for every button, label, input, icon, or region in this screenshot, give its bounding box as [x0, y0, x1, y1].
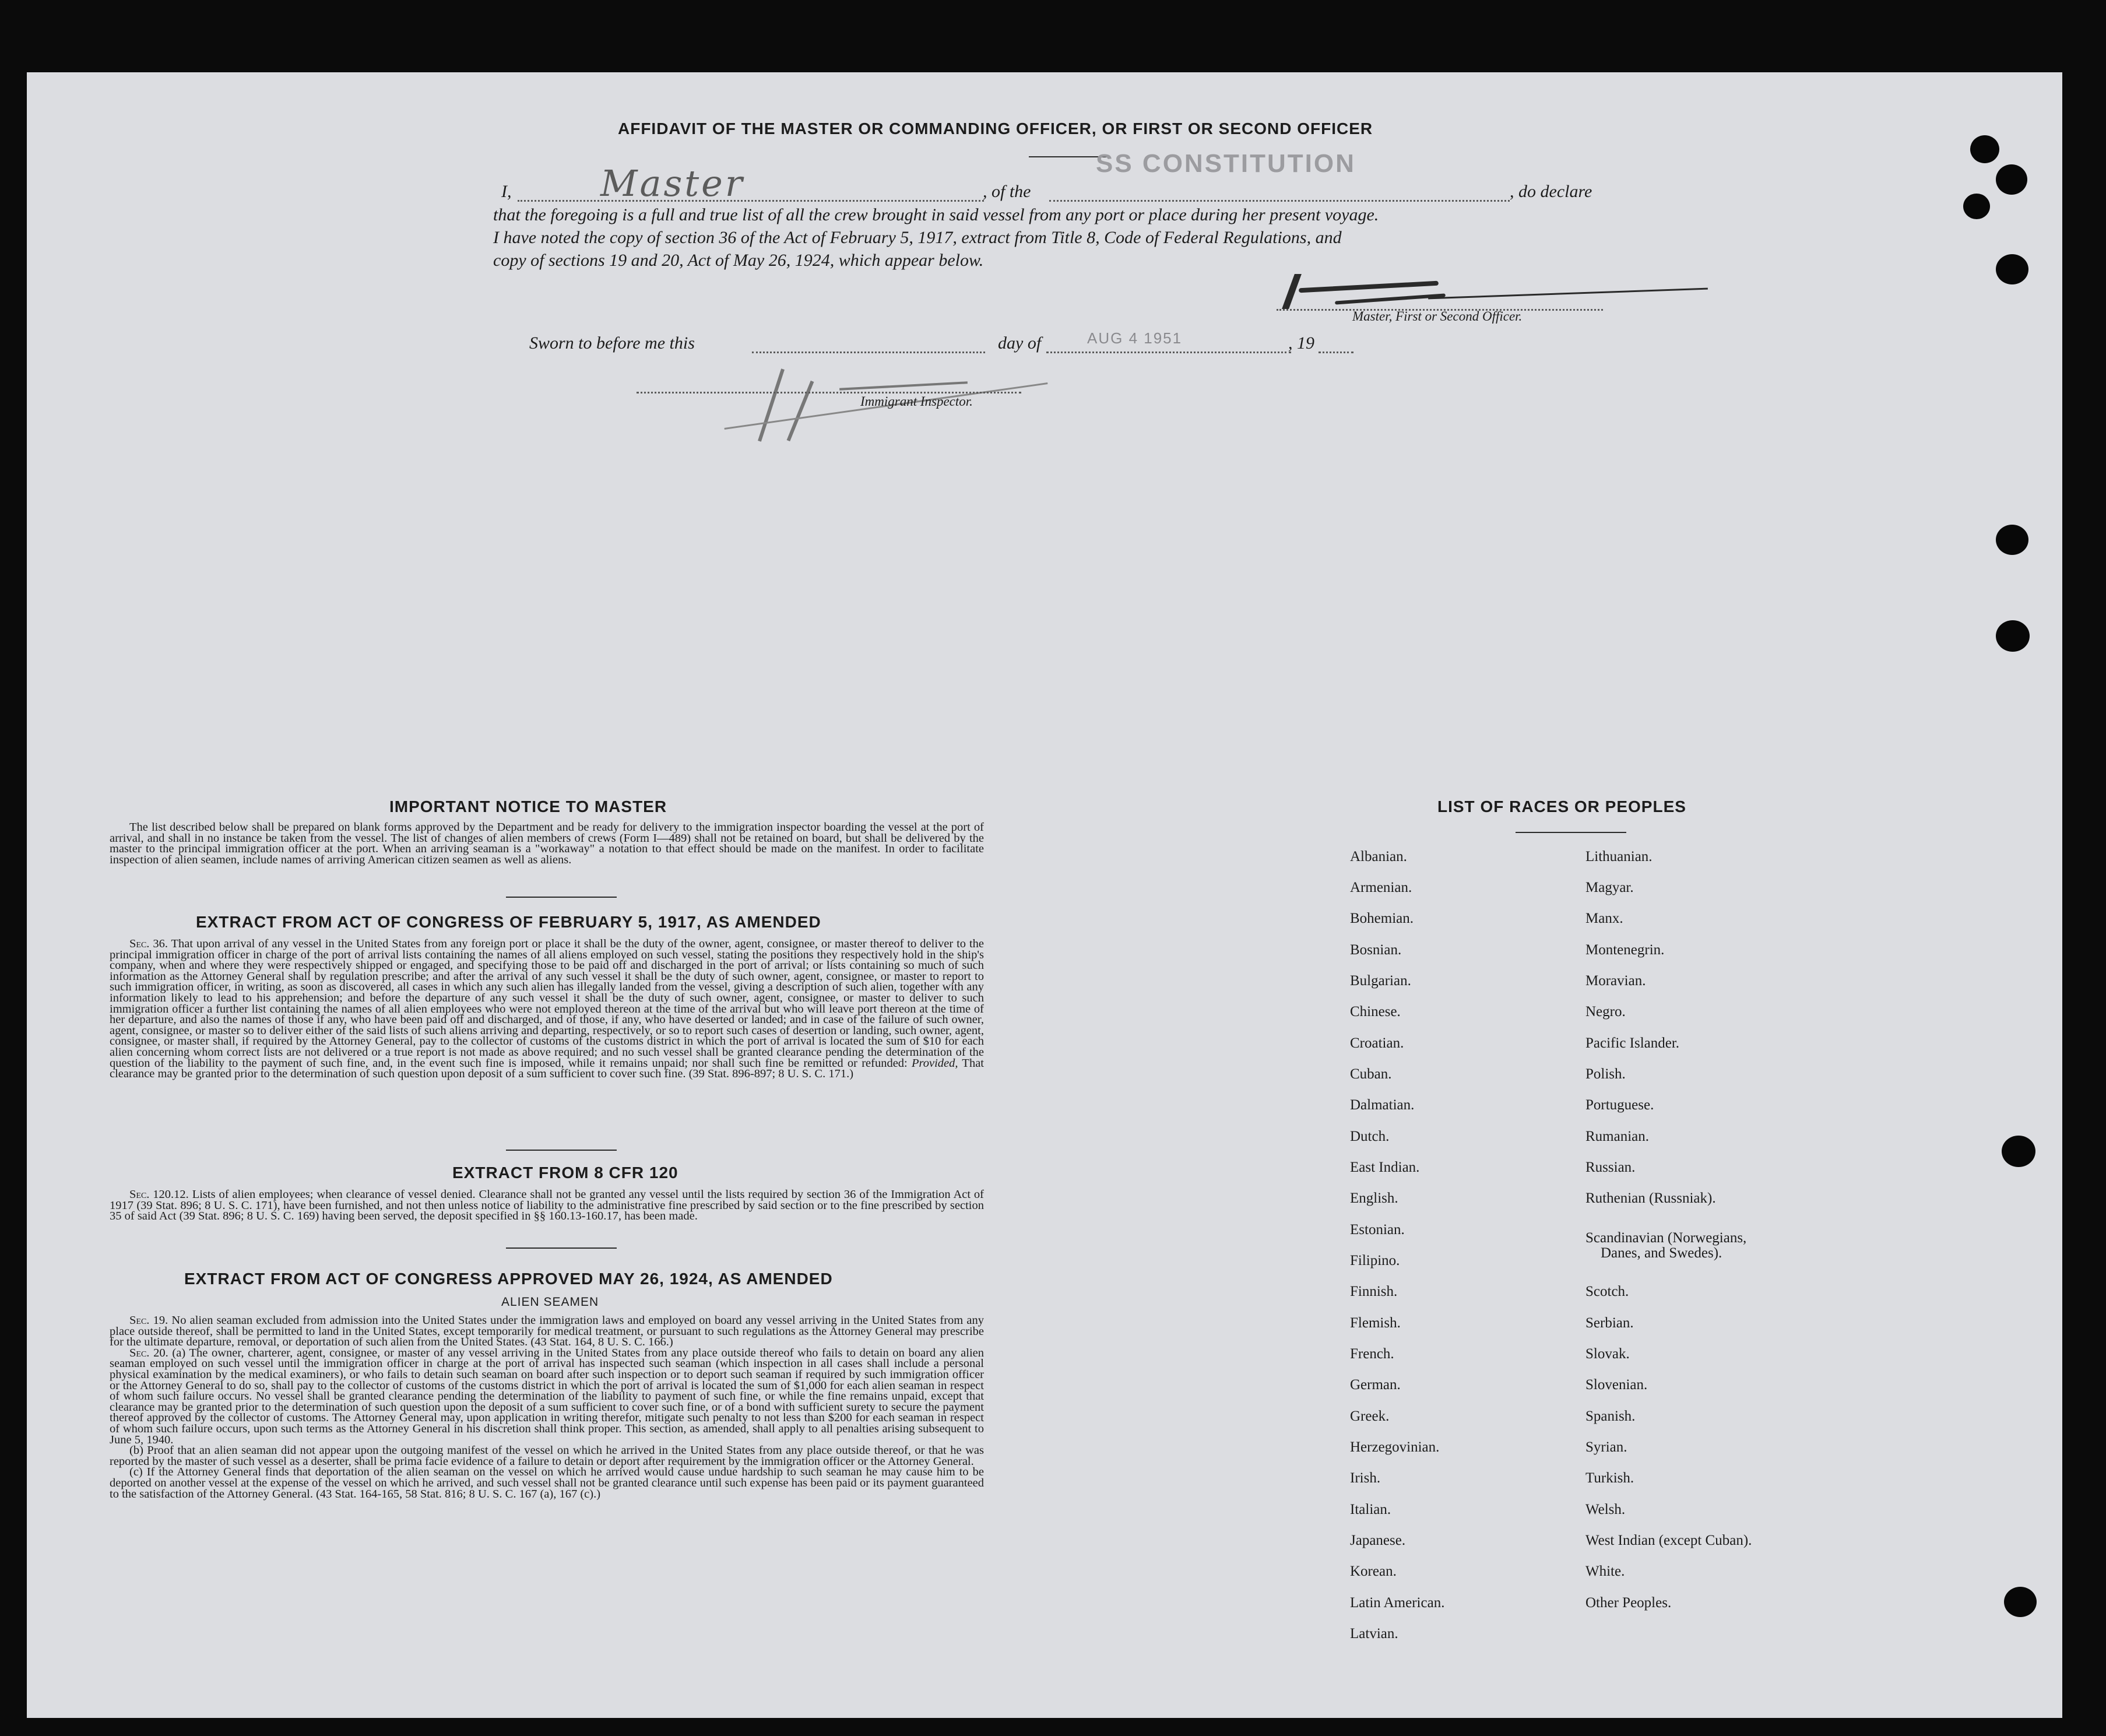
punch-hole — [1970, 135, 1999, 163]
race-item: Danes, and Swedes). — [1601, 1245, 1722, 1261]
sworn-label: Sworn to before me this — [529, 333, 695, 353]
race-item: Scotch. — [1585, 1284, 1629, 1299]
section-number: Sec. 19. — [129, 1314, 168, 1327]
inspector-sign-line — [637, 392, 1021, 393]
of-the-label: , of the — [983, 182, 1031, 201]
race-item: Armenian. — [1350, 880, 1412, 895]
race-item: Herzegovinian. — [1350, 1439, 1440, 1455]
race-item: Japanese. — [1350, 1533, 1406, 1548]
race-item: Manx. — [1585, 911, 1623, 926]
race-item: Negro. — [1585, 1004, 1626, 1020]
race-item: Latin American. — [1350, 1595, 1445, 1611]
race-item: Cuban. — [1350, 1066, 1392, 1082]
divider — [506, 897, 617, 898]
punch-hole — [2002, 1136, 2035, 1167]
extract-1917-text — [110, 939, 984, 1080]
race-item: Ruthenian (Russniak). — [1585, 1190, 1716, 1206]
race-item: Korean. — [1350, 1563, 1397, 1579]
race-item: Portuguese. — [1585, 1097, 1654, 1113]
race-item: Finnish. — [1350, 1284, 1398, 1299]
section-20b-text: (b) Proof that an alien seaman did not appear upon the outgoing manifest of the vessel on which he arrived in the United States from any place outside thereof, or that he was reported by the master of such vessel as a deserter, shall be prima facie evidence of a failure to detain or deport after requirement by the immigration officer or the Attorney General. — [110, 1444, 984, 1468]
punch-hole — [2004, 1587, 2037, 1617]
race-item: Dutch. — [1350, 1129, 1390, 1144]
races-title: LIST OF RACES OR PEOPLES — [1437, 797, 1686, 816]
affidavit-line-2: that the foregoing is a full and true list of all the crew brought in said vessel from any port or place during her present voyage. — [493, 205, 1379, 224]
section-19-text: No alien seaman excluded from admission into the United States under the immigration laws and employed on board any vessel arriving in the United States from any place outside thereof, shall be permitted to land in the United States, except temporarily for medical treatment, or pursuant to such regulations as the Attorney General may prescribe for the ultimate departure, removal, or deportation of such alien from the United States. (43 Stat. 164, 8 U. S. C. 166.) — [110, 1314, 985, 1349]
notice-title: IMPORTANT NOTICE TO MASTER — [389, 797, 667, 816]
race-item: Russian. — [1585, 1159, 1636, 1175]
punch-hole — [1996, 164, 2027, 195]
race-item: East Indian. — [1350, 1159, 1420, 1175]
notice-text — [110, 822, 984, 865]
race-item: Other Peoples. — [1585, 1595, 1672, 1611]
section-36-text: That upon arrival of any vessel in the United States from any foreign port or place it shall be the duty of the owner, agent, consignee, or master thereof to deliver to the principal immigration officer in charge of the port of arrival lists containing the names of all aliens employed on such vessel, stating the positions they respectively hold in the ship's company, when and where they were respectively shipped or engaged, and specifying those to be paid off and discharged in the port of arrival; or lists containing so much of such information as the Attorney General shall by regulation prescribe; and after the arrival of any such vessel it shall be the duty of such owner, agent, consignee, or master to report to such immigration officer, in writing, as soon as discovered, all cases in which any such alien has illegally landed from the vessel, giving a description of such alien, together with any information likely to lead to his apprehension; and before the departure of any such vessel it shall be the duty of such owner, agent, consignee, or master to deliver to such immigration officer a further list containing the names of all alien employees who were not employed thereon at the time of the arrival but who will leave port thereon at the time of her departure, and also the names of those if any, who have been paid off and discharged, and of those, if any, who have deserted or landed; and in case of the failure of such owner, agent, consignee, or master so to deliver either of the said lists of such aliens arriving and departing, respectively, or so to report such cases of desertion or landing, such owner, agent, consignee, or master shall, if required by the Attorney General, pay to the collector of customs of the customs district in which the port of arrival is located the sum of $10 for each alien concerning whom correct lists are not delivered or a true report is not made as above required; and no such vessel shall be granted clearance pending the determination of the question of the liability to the payment of such fine, and, in the event such fine is imposed, while it remains unpaid; nor shall such fine be remitted or refunded: — [110, 937, 984, 1070]
race-item: French. — [1350, 1346, 1394, 1362]
race-item: Dalmatian. — [1350, 1097, 1415, 1113]
race-item: Spanish. — [1585, 1408, 1636, 1424]
race-item: Estonian. — [1350, 1222, 1405, 1238]
race-item: Scandinavian (Norwegians, — [1585, 1230, 1747, 1246]
race-item: Croatian. — [1350, 1035, 1404, 1051]
race-item: Albanian. — [1350, 849, 1407, 865]
punch-hole — [1996, 620, 2030, 652]
section-number: Sec. 36. — [129, 937, 168, 950]
race-item: Slovak. — [1585, 1346, 1630, 1362]
inspector-caption: Immigrant Inspector. — [860, 394, 973, 409]
section-120-text: Lists of alien employees; when clearance of vessel denied. Clearance shall not be granted any vessel until the lists required by section 36 of the Immigration Act of 1917 (39 Stat. 896; 8 U. S. C. 171), have been furnished, and not then unless notice of liability to the administrative fine prescribed by said section or to the fine prescribed by section 35 of said Act (39 Stat. 896; 8 U. S. C. 169) having been served, the deposit specified in §§ 160.13-160.17, has been made. — [110, 1188, 985, 1223]
master-caption: Master, First or Second Officer. — [1352, 309, 1523, 324]
day-of-label: day of — [998, 333, 1042, 353]
race-item: Greek. — [1350, 1408, 1390, 1424]
extract-8cfr-text — [110, 1189, 984, 1222]
master-signature — [1277, 262, 1720, 315]
extract-1917-title: EXTRACT FROM ACT OF CONGRESS OF FEBRUARY 5, 1917, AS AMENDED — [196, 913, 821, 931]
section-number: Sec. 120.12. — [129, 1188, 189, 1201]
affidavit-line-3: I have noted the copy of section 36 of the Act of February 5, 1917, extract from Title 8, Code of Federal Regulations, and — [493, 228, 1342, 247]
section-36-tail: That clearance may be granted prior to the determination of such question upon deposit of a sum sufficient to cover such fine. (39 Stat. 896-897; 8 U. S. C. 171.) — [110, 1056, 984, 1081]
notice-paragraph: The list described below shall be prepared on blank forms approved by the Department and be ready for delivery to the immigration inspector boarding the vessel at the port of arrival, and shall in no instance be taken from the vessel. The list of changes of alien members of crews (Form I—489) shall not be retained on board, but shall be delivered by the master to the principal immigration officer at the port. When an arriving seaman is a "workaway" a notation to that effect should be made on the manifest. In order to facilitate inspection of alien seamen, include names of arriving American citizen seamen as well as aliens. — [110, 821, 984, 866]
race-item: Chinese. — [1350, 1004, 1401, 1020]
race-item: Pacific Islander. — [1585, 1035, 1680, 1051]
race-item: Filipino. — [1350, 1253, 1400, 1268]
handwritten-name: Master — [600, 162, 745, 205]
race-item: Montenegrin. — [1585, 942, 1665, 958]
race-item: Welsh. — [1585, 1502, 1626, 1517]
alien-seamen-subtitle: ALIEN SEAMEN — [501, 1295, 599, 1309]
race-item: Bosnian. — [1350, 942, 1402, 958]
race-item: Irish. — [1350, 1470, 1381, 1486]
race-item: Slovenian. — [1585, 1377, 1648, 1393]
race-item: Syrian. — [1585, 1439, 1627, 1455]
affidavit-line-4: copy of sections 19 and 20, Act of May 26, 1924, which appear below. — [493, 251, 984, 270]
section-20a-text: (a) The owner, charterer, agent, consignee, or master of any vessel arriving in the United States from any place outside thereof who fails to detain on board any alien seaman employed on such vessel until the immigration officer in charge at the port of arrival has inspected such seaman (which inspection in all cases shall include a personal physical examination by the medical examiners), or who fails to detain such seaman on board after such inspection or to deport such seaman if required by such immigration officer or the Attorney General to do so, shall pay to the collector of customs of the customs district in which the port of arrival is located the sum of $1,000 for each alien seaman in respect of whom such failure occurs. No vessel shall be granted clearance pending the determination of the liability to payment of such fine, or while the fine remains unpaid, except that clearance may be granted prior to the determination of such question upon the deposit of a sum sufficient to cover such fine, or of a bond with sufficient surety to secure the payment thereof approved by the collector of customs. The Attorney General may, upon application in writing therefor, mitigate such penalty to not less than $200 for each seaman in respect of whom such failure occurs, upon such terms as the Attorney General in his discretion shall think proper. This section, as amended, shall apply to all penalties arising subsequent to June 5, 1940. — [110, 1346, 984, 1446]
races-rule — [1516, 832, 1626, 833]
extract-1924-text — [110, 1315, 984, 1499]
race-item: Serbian. — [1585, 1315, 1634, 1331]
vessel-line — [1049, 200, 1510, 202]
name-line — [518, 200, 984, 202]
race-item: White. — [1585, 1563, 1625, 1579]
date-stamp: AUG 4 1951 — [1087, 329, 1183, 347]
race-item: Polish. — [1585, 1066, 1626, 1082]
race-item: Bulgarian. — [1350, 973, 1411, 989]
vessel-stamp: SS CONSTITUTION — [1096, 149, 1356, 178]
i-label: I, — [501, 182, 512, 201]
race-item: Magyar. — [1585, 880, 1634, 895]
divider — [506, 1150, 617, 1151]
race-item: Italian. — [1350, 1502, 1391, 1517]
race-item: English. — [1350, 1190, 1398, 1206]
race-item: Rumanian. — [1585, 1129, 1650, 1144]
race-item: Turkish. — [1585, 1470, 1634, 1486]
race-item: Bohemian. — [1350, 911, 1414, 926]
race-item: West Indian (except Cuban). — [1585, 1533, 1752, 1548]
do-declare-label: , do declare — [1510, 182, 1592, 201]
race-item: Moravian. — [1585, 973, 1646, 989]
punch-hole — [1963, 194, 1990, 219]
provided-term: Provided, — [912, 1056, 958, 1070]
section-number: Sec. 20. — [129, 1346, 168, 1359]
race-item: German. — [1350, 1377, 1401, 1393]
punch-hole — [1996, 254, 2028, 284]
punch-hole — [1996, 525, 2028, 555]
affidavit-title: AFFIDAVIT OF THE MASTER OR COMMANDING OFFICER, OR FIRST OR SECOND OFFICER — [618, 120, 1373, 138]
divider — [506, 1247, 617, 1249]
race-item: Lithuanian. — [1585, 849, 1653, 865]
extract-1924-title: EXTRACT FROM ACT OF CONGRESS APPROVED MAY 26, 1924, AS AMENDED — [184, 1270, 833, 1288]
extract-8cfr-title: EXTRACT FROM 8 CFR 120 — [452, 1164, 678, 1182]
section-20c-text: (c) If the Attorney General finds that deportation of the alien seaman on the vessel on which he arrived would cause undue hardship to such seaman he may cause him to be deported on another vessel at the expense of the vessel on which he arrived, and such vessel shall not be granted clearance until such expense has been paid or its payment guaranteed to the satisfaction of the Attorney General. (43 Stat. 164-165, 58 Stat. 816; 8 U. S. C. 167 (a), 167 (c).) — [110, 1466, 984, 1500]
year-line — [1319, 352, 1353, 353]
year-label: , 19 — [1288, 333, 1314, 353]
race-item: Latvian. — [1350, 1626, 1398, 1642]
race-item: Flemish. — [1350, 1315, 1401, 1331]
